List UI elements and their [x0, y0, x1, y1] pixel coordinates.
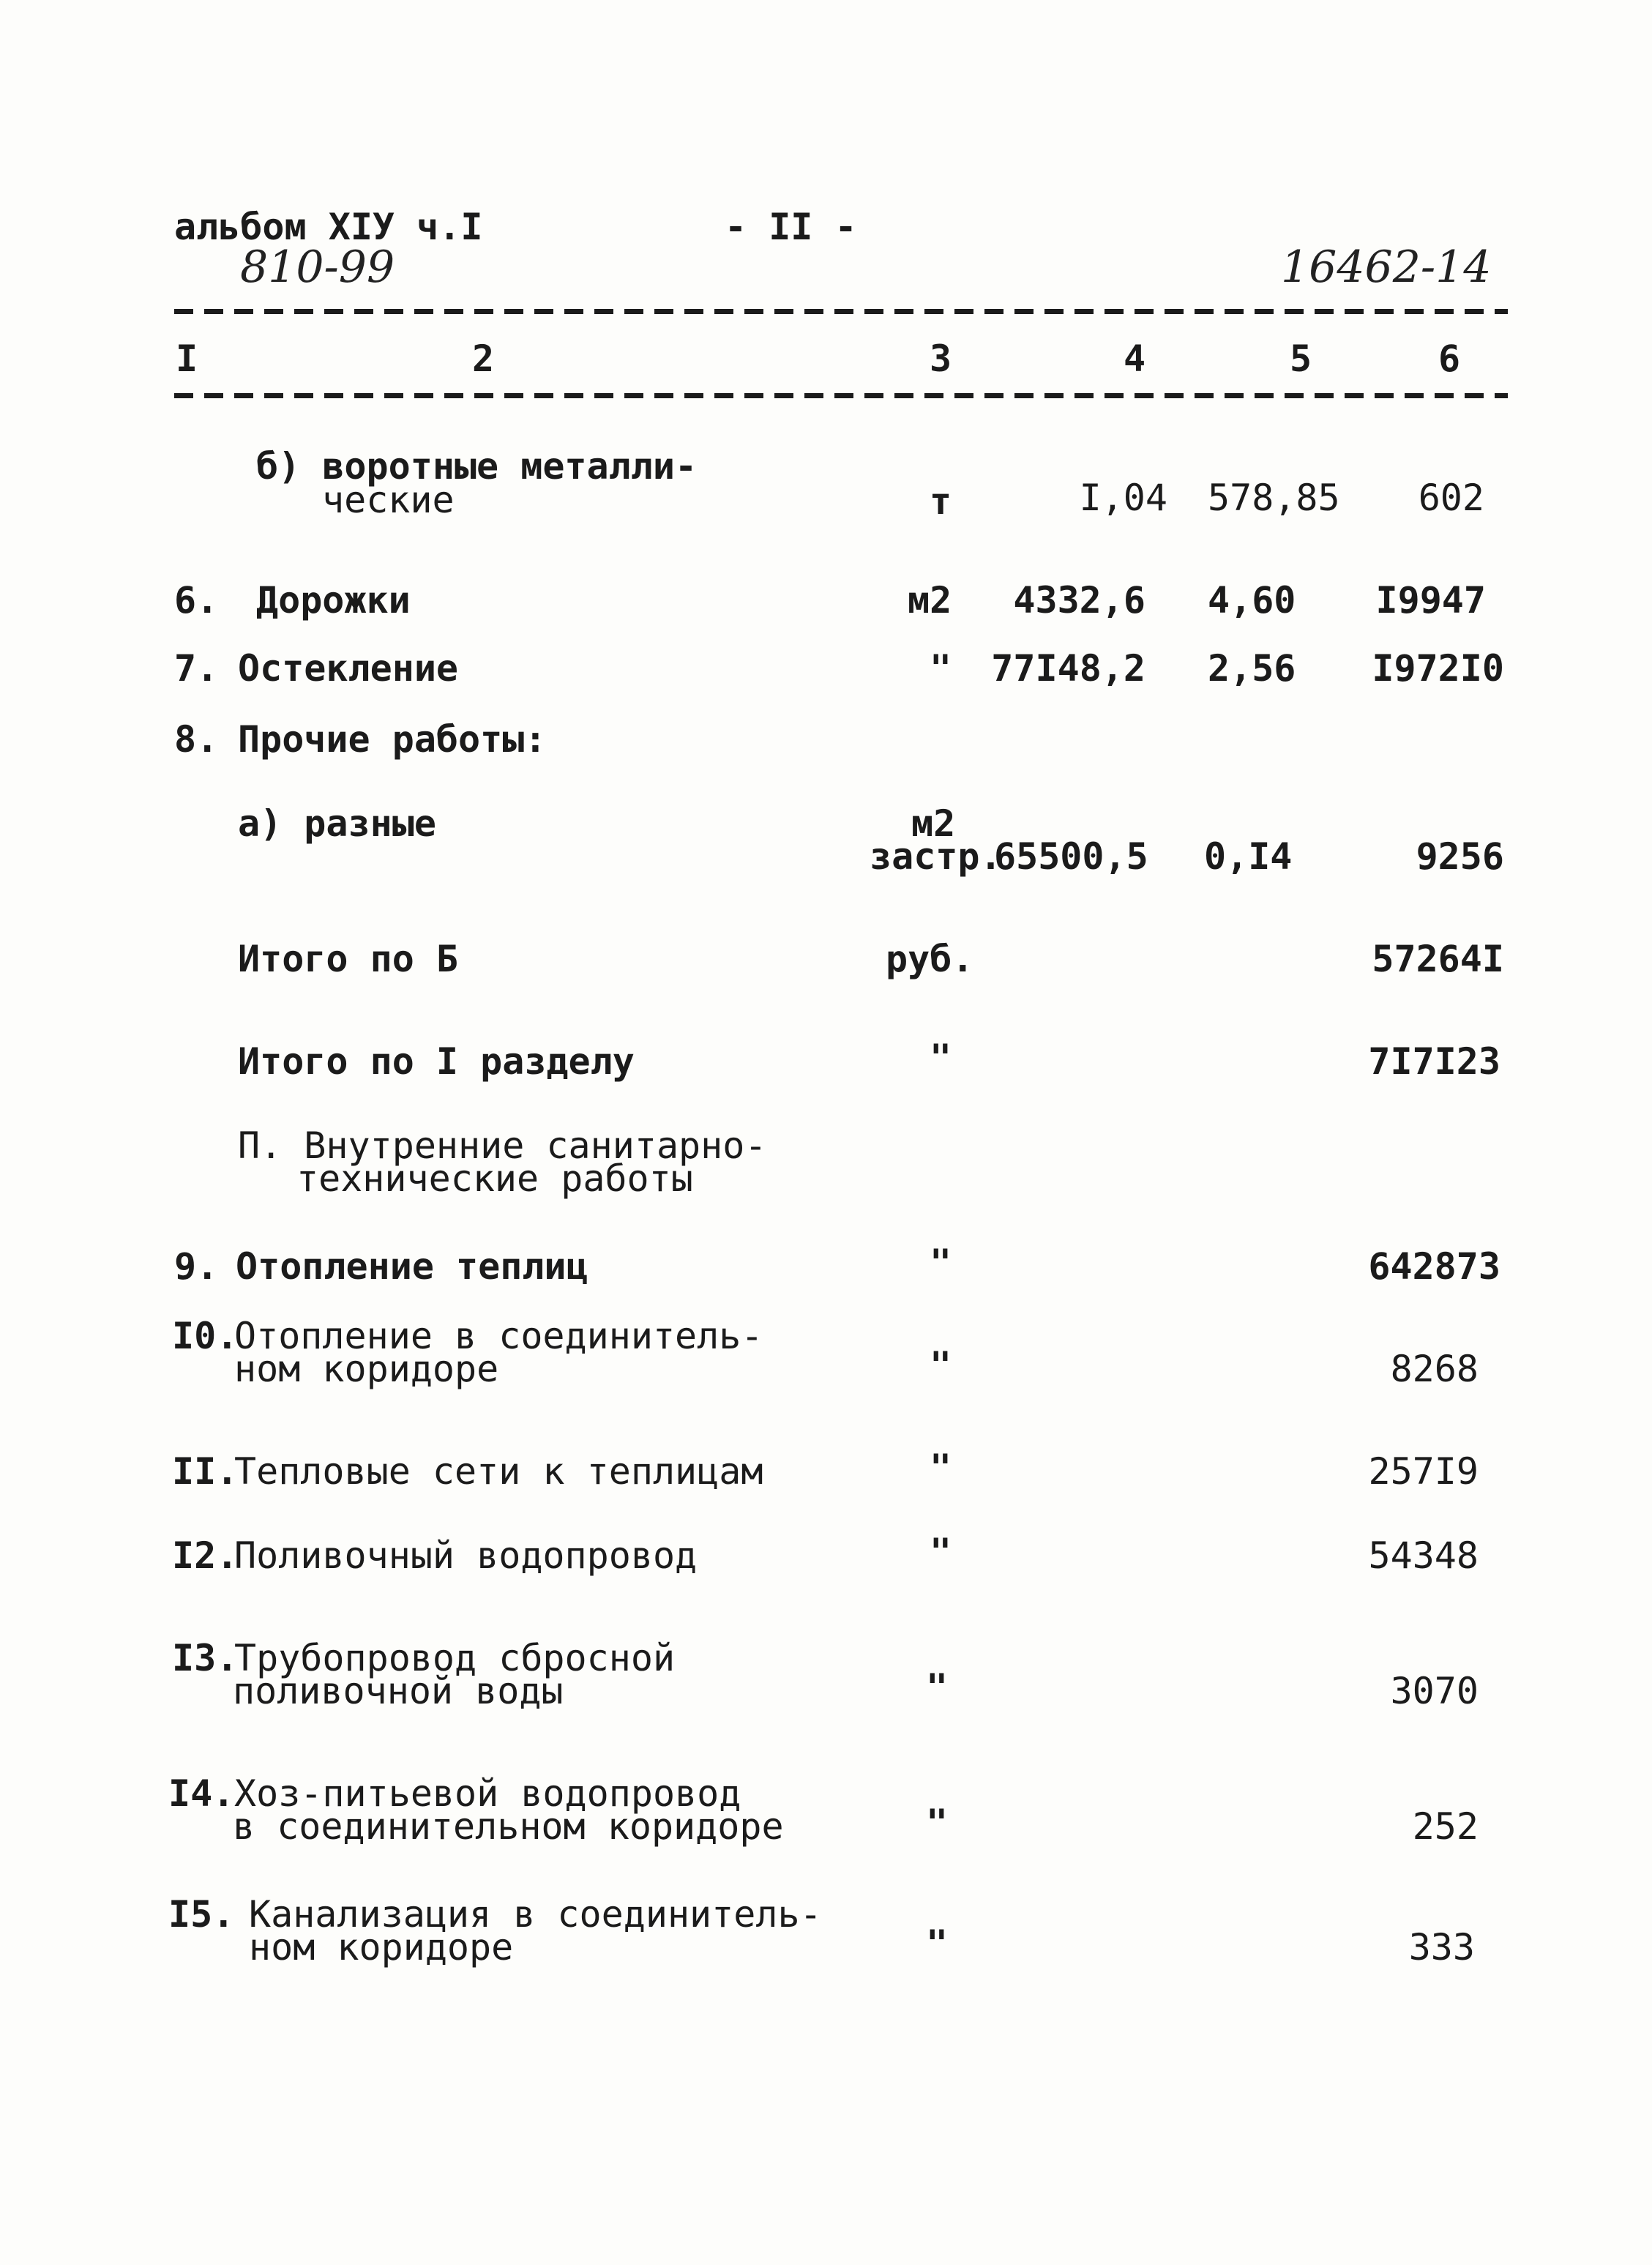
row-price: 2,56 [1208, 647, 1296, 690]
row-number: II. [172, 1450, 239, 1493]
column-header-4: 4 [1124, 337, 1146, 380]
row-name-line: Прочие работы: [238, 718, 547, 761]
column-header-6: 6 [1438, 337, 1461, 380]
row-total: I972I0 [1372, 647, 1504, 690]
row-name-line: а) разные [238, 802, 436, 845]
row-unit: " [926, 1802, 949, 1844]
row-quantity: I,04 [1079, 477, 1167, 519]
row-total: 57264I [1372, 938, 1504, 980]
row-unit: " [930, 1344, 952, 1387]
row-number: 9. [174, 1245, 219, 1288]
row-price: 578,85 [1208, 477, 1340, 519]
row-price: 4,60 [1208, 579, 1296, 622]
album-label: альбом XIУ ч.I [174, 206, 483, 248]
row-unit: " [926, 1922, 949, 1965]
row-quantity: 77I48,2 [991, 647, 1145, 690]
row-name-line: Канализация в соединитель- [249, 1893, 822, 1936]
row-unit-line: застр. [870, 835, 1002, 878]
row-name-line: б) воротные металли- [256, 445, 698, 488]
row-unit: " [930, 647, 952, 690]
row-unit: " [930, 1242, 952, 1284]
handwritten-album-code: 810-99 [240, 242, 395, 293]
row-number: 8. [174, 718, 219, 761]
row-quantity: 4332,6 [1013, 579, 1145, 622]
row-name-line: Трубопровод сбросной [234, 1637, 676, 1679]
row-number: I3. [172, 1637, 239, 1679]
row-name-line: Отопление теплиц [236, 1245, 588, 1288]
row-name-line: Дорожки [256, 579, 411, 622]
row-total: 602 [1418, 477, 1484, 519]
row-number: 7. [174, 647, 219, 690]
header-rule-bottom [174, 393, 1508, 398]
row-name-line: поливочной воды [233, 1670, 564, 1712]
row-name-line: Тепловые сети к теплицам [234, 1450, 763, 1493]
row-name-line: ческие [322, 479, 455, 521]
handwritten-doc-code: 16462-14 [1281, 242, 1492, 293]
row-total: 54348 [1368, 1534, 1479, 1577]
row-unit: " [930, 1037, 952, 1079]
row-unit-line: м2 [911, 802, 956, 845]
row-number: I0. [172, 1315, 239, 1357]
row-number: I5. [168, 1893, 235, 1936]
row-price: 0,I4 [1204, 835, 1293, 878]
row-name-line: ном коридоре [249, 1926, 514, 1969]
row-total: 8268 [1390, 1348, 1479, 1390]
row-number: 6. [174, 579, 219, 622]
row-total: I9947 [1375, 579, 1486, 622]
row-unit: " [930, 1531, 952, 1573]
section-heading-line: П. Внутренние санитарно- [238, 1124, 767, 1167]
row-name-line: Остекление [238, 647, 459, 690]
row-unit: т [930, 480, 952, 523]
row-total: 257I9 [1368, 1450, 1479, 1493]
column-header-5: 5 [1290, 337, 1312, 380]
row-name-line: ном коридоре [234, 1348, 499, 1390]
column-header-1: I [176, 337, 198, 380]
column-header-2: 2 [472, 337, 495, 380]
row-total: 3070 [1390, 1670, 1479, 1712]
row-total: 642873 [1368, 1245, 1500, 1288]
row-name-line: Итого по I разделу [238, 1040, 635, 1083]
row-name-line: в соединительном коридоре [233, 1805, 784, 1848]
row-unit: " [930, 1447, 952, 1489]
row-unit: руб. [886, 938, 974, 980]
header-rule-top [174, 309, 1508, 314]
row-number: I4. [168, 1772, 235, 1815]
row-total: 9256 [1416, 835, 1504, 878]
row-name-line: Поливочный водопровод [234, 1534, 698, 1577]
row-name-line: Хоз-питьевой водопровод [234, 1772, 741, 1815]
row-quantity: 65500,5 [994, 835, 1148, 878]
row-name-line: Отопление в соединитель- [234, 1315, 763, 1357]
column-header-3: 3 [930, 337, 952, 380]
row-number: I2. [172, 1534, 239, 1577]
row-total: 333 [1408, 1926, 1475, 1969]
page-number: - II - [725, 206, 857, 248]
row-name-line: Итого по Б [238, 938, 459, 980]
row-total: 252 [1412, 1805, 1479, 1848]
row-total: 7I7I23 [1368, 1040, 1500, 1083]
section-heading-line: технические работы [296, 1157, 693, 1200]
row-unit: " [926, 1666, 949, 1709]
row-unit: м2 [908, 579, 952, 622]
